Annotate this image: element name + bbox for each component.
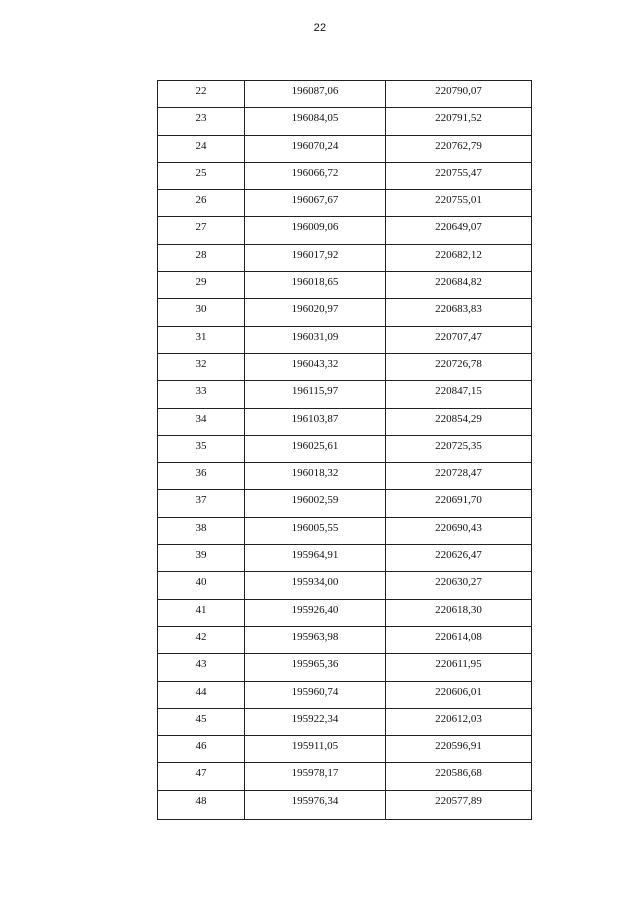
point-number-cell (158, 190, 245, 217)
y-coordinate-cell (386, 135, 532, 162)
y-coordinate-cell-text: 220725,35 (435, 439, 482, 452)
y-coordinate-cell-text: 220614,08 (435, 630, 482, 643)
x-coordinate-cell (245, 81, 386, 108)
point-number-cell-text: 36 (195, 467, 207, 480)
y-coordinate-cell (386, 790, 532, 819)
point-number-cell (158, 626, 245, 653)
point-number-cell (158, 708, 245, 735)
table-row (158, 326, 532, 353)
x-coordinate-cell-text: 195926,40 (291, 603, 339, 616)
table-row (158, 490, 532, 517)
point-number-cell (158, 790, 245, 819)
point-number-cell-text: 37 (195, 494, 207, 507)
y-coordinate-cell (386, 108, 532, 135)
point-number-cell (158, 545, 245, 572)
y-coordinate-cell-text: 220626,47 (435, 549, 482, 562)
point-number-cell (158, 353, 245, 380)
table-row (158, 299, 532, 326)
x-coordinate-cell (245, 545, 386, 572)
y-coordinate-cell (386, 435, 532, 462)
point-number-cell-text: 48 (195, 794, 207, 807)
table-row (158, 572, 532, 599)
point-number-cell-text: 22 (195, 85, 207, 97)
coordinates-table-body (158, 81, 532, 820)
x-coordinate-cell-text: 196025,61 (291, 439, 339, 452)
point-number-cell (158, 408, 245, 435)
table-row (158, 244, 532, 271)
table-row (158, 654, 532, 681)
table-row (158, 190, 532, 217)
y-coordinate-cell-text: 220691,70 (435, 494, 482, 507)
point-number-cell (158, 599, 245, 626)
x-coordinate-cell (245, 381, 386, 408)
y-coordinate-cell-text: 220596,91 (435, 740, 482, 753)
x-coordinate-cell (245, 490, 386, 517)
table-row (158, 353, 532, 380)
y-coordinate-cell (386, 763, 532, 790)
x-coordinate-cell (245, 217, 386, 244)
y-coordinate-cell (386, 599, 532, 626)
point-number-cell-text: 38 (195, 521, 207, 534)
x-coordinate-cell-text: 196002,59 (291, 494, 339, 507)
point-number-cell (158, 654, 245, 681)
x-coordinate-cell (245, 190, 386, 217)
x-coordinate-cell (245, 790, 386, 819)
y-coordinate-cell-text: 220755,47 (435, 166, 482, 179)
x-coordinate-cell-text: 195934,00 (291, 576, 339, 589)
point-number-cell-text: 42 (195, 630, 207, 643)
y-coordinate-cell-text: 220707,47 (435, 330, 482, 343)
y-coordinate-cell-text: 220684,82 (435, 276, 482, 289)
y-coordinate-cell-text: 220690,43 (435, 521, 482, 534)
point-number-cell-text: 46 (195, 740, 207, 753)
y-coordinate-cell (386, 708, 532, 735)
y-coordinate-cell (386, 299, 532, 326)
point-number-cell (158, 326, 245, 353)
table-row (158, 435, 532, 462)
table-row (158, 599, 532, 626)
point-number-cell-text: 25 (195, 166, 207, 179)
point-number-cell-text: 41 (195, 603, 207, 616)
table-row (158, 162, 532, 189)
y-coordinate-cell-text: 220726,78 (435, 357, 482, 370)
y-coordinate-cell-text: 220847,15 (435, 385, 482, 398)
table-row (158, 708, 532, 735)
x-coordinate-cell (245, 272, 386, 299)
point-number-cell-text: 47 (195, 767, 207, 780)
x-coordinate-cell-text: 195922,34 (291, 712, 339, 725)
y-coordinate-cell (386, 736, 532, 763)
x-coordinate-cell-text: 196005,55 (291, 521, 339, 534)
point-number-cell-text: 24 (195, 139, 207, 152)
x-coordinate-cell-text: 196084,05 (291, 112, 339, 125)
x-coordinate-cell (245, 408, 386, 435)
x-coordinate-cell (245, 517, 386, 544)
x-coordinate-cell-text: 195963,98 (291, 630, 339, 643)
y-coordinate-cell-text: 220683,83 (435, 303, 482, 316)
table-row (158, 626, 532, 653)
y-coordinate-cell (386, 408, 532, 435)
point-number-cell (158, 381, 245, 408)
point-number-cell-text: 35 (195, 439, 207, 452)
y-coordinate-cell (386, 381, 532, 408)
point-number-cell-text: 40 (195, 576, 207, 589)
x-coordinate-cell-text: 196031,09 (291, 330, 339, 343)
table-row (158, 381, 532, 408)
point-number-cell-text: 26 (195, 194, 207, 207)
x-coordinate-cell (245, 572, 386, 599)
x-coordinate-cell (245, 244, 386, 271)
point-number-cell-text: 31 (195, 330, 207, 343)
x-coordinate-cell (245, 599, 386, 626)
y-coordinate-cell (386, 545, 532, 572)
x-coordinate-cell (245, 162, 386, 189)
point-number-cell-text: 34 (195, 412, 207, 425)
x-coordinate-cell (245, 681, 386, 708)
x-coordinate-cell-text: 196067,67 (291, 194, 339, 207)
x-coordinate-cell (245, 763, 386, 790)
y-coordinate-cell-text: 220791,52 (435, 112, 482, 125)
point-number-cell (158, 81, 245, 108)
table-row (158, 545, 532, 572)
point-number-cell-text: 28 (195, 248, 207, 261)
y-coordinate-cell (386, 81, 532, 108)
x-coordinate-cell-text: 195965,36 (291, 658, 339, 671)
x-coordinate-cell (245, 108, 386, 135)
table-row (158, 463, 532, 490)
point-number-cell (158, 244, 245, 271)
x-coordinate-cell (245, 299, 386, 326)
point-number-cell-text: 27 (195, 221, 207, 234)
y-coordinate-cell-text: 220612,03 (435, 712, 482, 725)
x-coordinate-cell-text: 196017,92 (291, 248, 339, 261)
x-coordinate-cell-text: 196103,87 (291, 412, 339, 425)
x-coordinate-cell-text: 196115,97 (291, 385, 339, 398)
y-coordinate-cell-text: 220611,95 (435, 658, 482, 671)
x-coordinate-cell (245, 708, 386, 735)
y-coordinate-cell-text: 220762,79 (435, 139, 482, 152)
point-number-cell-text: 30 (195, 303, 207, 316)
x-coordinate-cell-text: 195978,17 (291, 767, 339, 780)
y-coordinate-cell (386, 490, 532, 517)
point-number-cell-text: 32 (195, 357, 207, 370)
y-coordinate-cell (386, 326, 532, 353)
y-coordinate-cell-text: 220630,27 (435, 576, 482, 589)
x-coordinate-cell-text: 195911,05 (291, 740, 339, 753)
x-coordinate-cell (245, 135, 386, 162)
x-coordinate-cell (245, 626, 386, 653)
y-coordinate-cell-text: 220586,68 (435, 767, 482, 780)
x-coordinate-cell (245, 463, 386, 490)
table-row (158, 517, 532, 544)
point-number-cell (158, 135, 245, 162)
y-coordinate-cell-text: 220854,29 (435, 412, 482, 425)
table-row (158, 135, 532, 162)
point-number-cell (158, 217, 245, 244)
point-number-cell-text: 39 (195, 549, 207, 562)
y-coordinate-cell (386, 517, 532, 544)
y-coordinate-cell (386, 353, 532, 380)
table-row (158, 763, 532, 790)
x-coordinate-cell-text: 195976,34 (291, 794, 339, 807)
table-row (158, 736, 532, 763)
point-number-cell (158, 681, 245, 708)
point-number-cell-text: 23 (195, 112, 207, 125)
x-coordinate-cell-text: 196087,06 (291, 85, 339, 97)
y-coordinate-cell-text: 220606,01 (435, 685, 482, 698)
point-number-cell (158, 490, 245, 517)
point-number-cell-text: 33 (195, 385, 207, 398)
point-number-cell-text: 29 (195, 276, 207, 289)
x-coordinate-cell (245, 654, 386, 681)
x-coordinate-cell-text: 195964,91 (291, 549, 339, 562)
x-coordinate-cell (245, 736, 386, 763)
y-coordinate-cell-text: 220755,01 (435, 194, 482, 207)
point-number-cell (158, 517, 245, 544)
table-row (158, 408, 532, 435)
point-number-cell (158, 435, 245, 462)
y-coordinate-cell (386, 681, 532, 708)
point-number-cell (158, 463, 245, 490)
x-coordinate-cell (245, 353, 386, 380)
x-coordinate-cell-text: 196066,72 (291, 166, 339, 179)
x-coordinate-cell-text: 196070,24 (291, 139, 339, 152)
table-row (158, 81, 532, 108)
x-coordinate-cell (245, 435, 386, 462)
y-coordinate-cell-text: 220618,30 (435, 603, 482, 616)
table-row (158, 108, 532, 135)
table-row (158, 790, 532, 819)
x-coordinate-cell-text: 196018,65 (291, 276, 339, 289)
point-number-cell-text: 43 (195, 658, 207, 671)
point-number-cell (158, 736, 245, 763)
y-coordinate-cell (386, 272, 532, 299)
y-coordinate-cell-text: 220790,07 (435, 85, 482, 97)
y-coordinate-cell (386, 654, 532, 681)
table-row (158, 681, 532, 708)
x-coordinate-cell-text: 196020,97 (291, 303, 339, 316)
y-coordinate-cell (386, 244, 532, 271)
point-number-cell (158, 108, 245, 135)
point-number-cell-text: 44 (195, 685, 207, 698)
y-coordinate-cell (386, 463, 532, 490)
y-coordinate-cell (386, 572, 532, 599)
y-coordinate-cell (386, 217, 532, 244)
coordinates-table (157, 80, 532, 820)
y-coordinate-cell-text: 220728,47 (435, 467, 482, 480)
x-coordinate-cell-text: 196043,32 (291, 357, 339, 370)
point-number-cell (158, 162, 245, 189)
x-coordinate-cell-text: 196018,32 (291, 467, 339, 480)
point-number-cell-text: 45 (195, 712, 207, 725)
page-number: 22 (313, 22, 327, 34)
table-row (158, 217, 532, 244)
point-number-cell (158, 272, 245, 299)
table-row (158, 272, 532, 299)
point-number-cell (158, 572, 245, 599)
y-coordinate-cell-text: 220649,07 (435, 221, 482, 234)
x-coordinate-cell-text: 196009,06 (291, 221, 339, 234)
x-coordinate-cell (245, 326, 386, 353)
y-coordinate-cell (386, 626, 532, 653)
point-number-cell (158, 299, 245, 326)
point-number-cell (158, 763, 245, 790)
y-coordinate-cell-text: 220682,12 (435, 248, 482, 261)
y-coordinate-cell-text: 220577,89 (435, 794, 482, 807)
y-coordinate-cell (386, 162, 532, 189)
x-coordinate-cell-text: 195960,74 (291, 685, 339, 698)
y-coordinate-cell (386, 190, 532, 217)
